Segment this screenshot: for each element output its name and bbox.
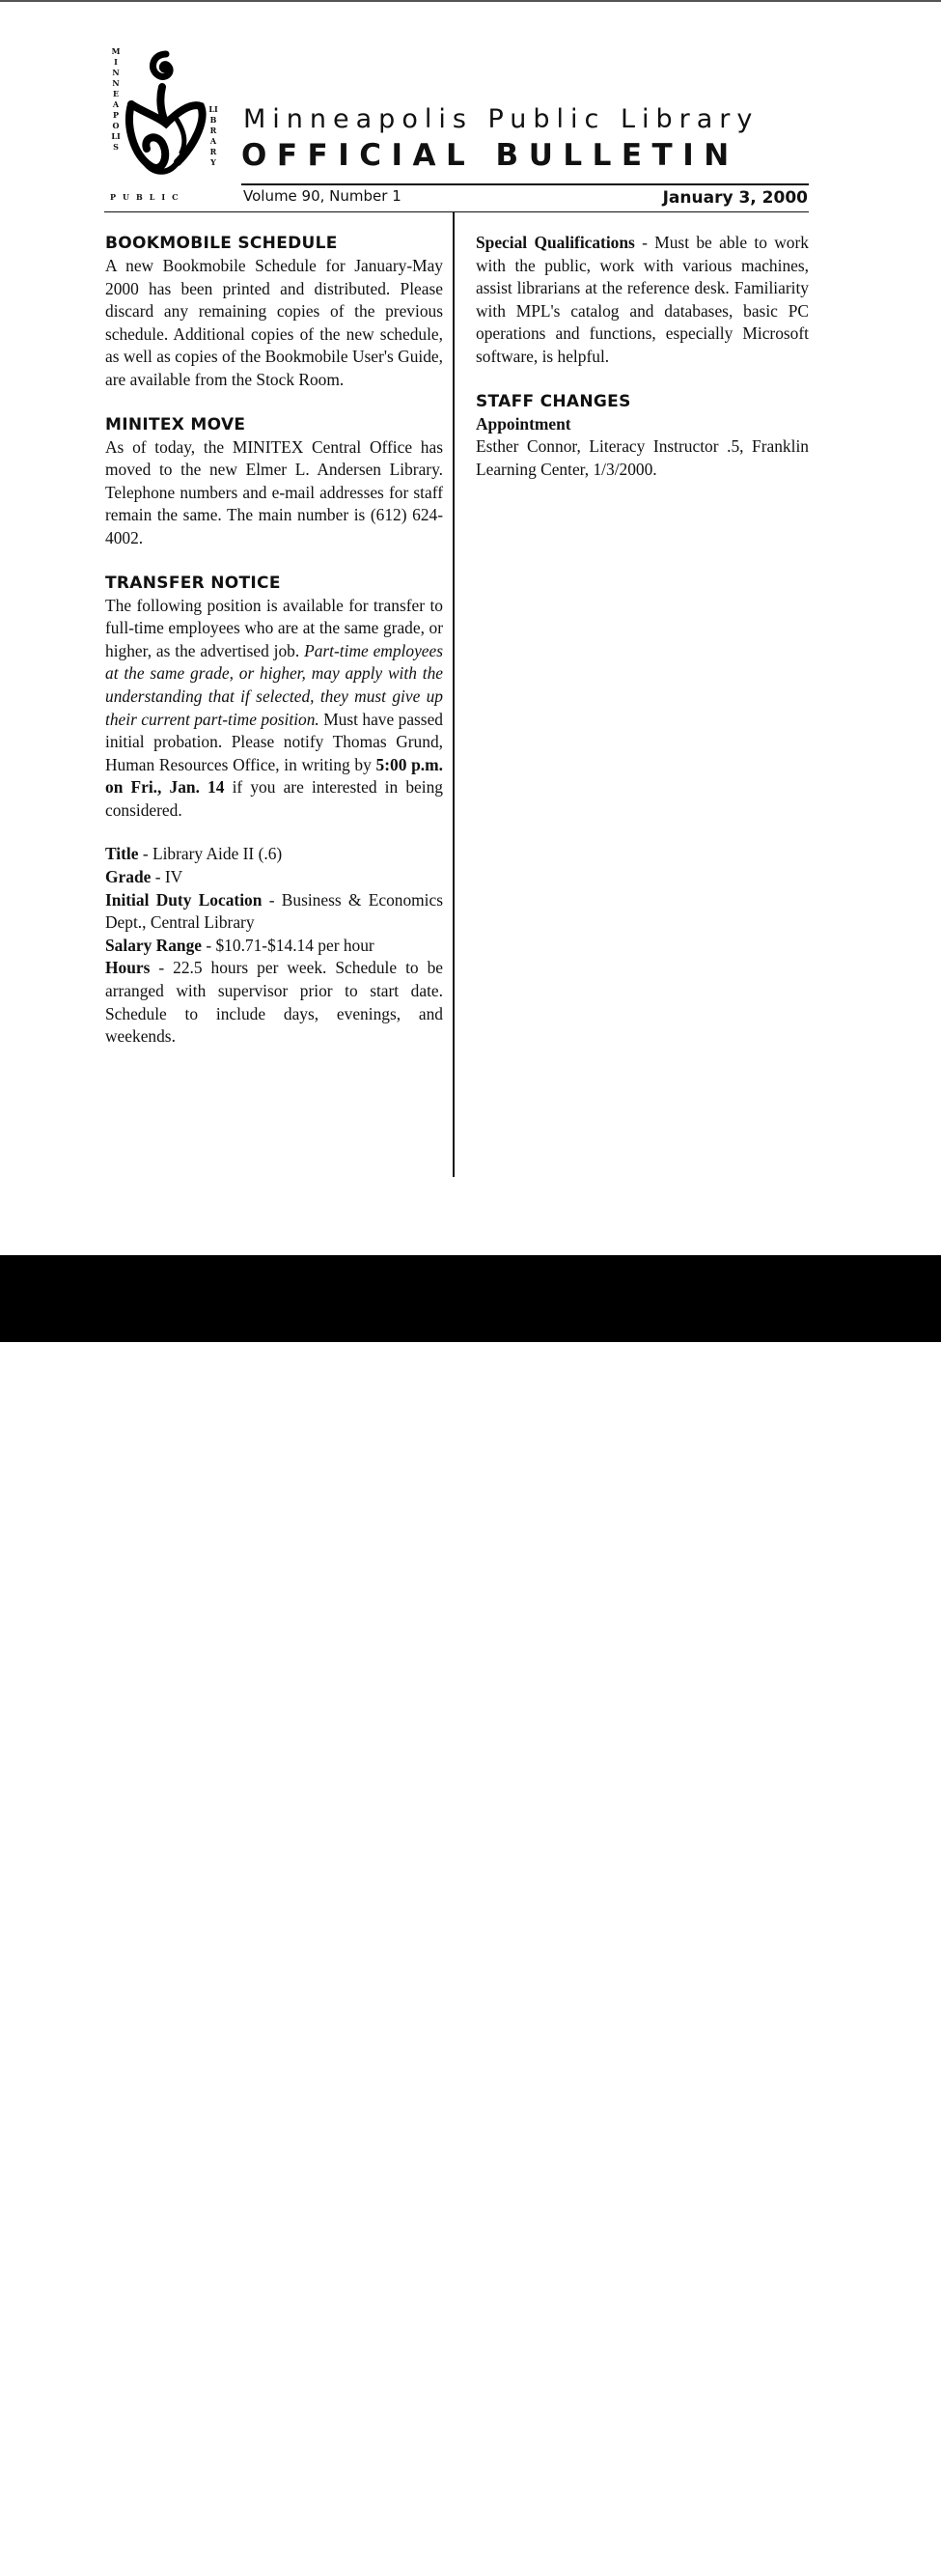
bookmobile-body: A new Bookmobile Schedule for January-May 2000 has been printed and distributed. Please discard any remaining copies of the previous schedule. Additional copies of the new schedule, as well as copies of the Bookmobile User's Guide, are available from the Stock Room. — [105, 256, 443, 389]
volume-number: Volume 90, Number 1 — [243, 187, 401, 205]
alamy-logo: alamy — [19, 2528, 135, 2575]
appointment-subheading: Appointment — [476, 413, 571, 434]
library-name: Minneapolis Public Library — [243, 104, 760, 134]
staff-changes-heading: STAFF CHANGES — [476, 391, 631, 411]
bulletin-page — [0, 0, 941, 1255]
header-rule — [104, 211, 809, 212]
scan-edge — [0, 0, 941, 2]
job-salary: Salary Range - $10.71-$14.14 per hour — [105, 935, 374, 955]
appointment-body: Esther Connor, Literacy Instructor .5, Franklin Learning Center, 1/3/2000. — [476, 436, 809, 479]
logo-vertical-left: MINNEAPOLIS — [111, 46, 121, 152]
masthead-rule — [241, 183, 809, 185]
job-grade: Grade - IV — [105, 867, 183, 887]
job-hours: Hours - 22.5 hours per week. Schedule to be arranged with supervisor prior to start date. Schedule to include days, evenings, and weekends. — [105, 958, 443, 1047]
image-id: Image ID: 3APHR8F — [784, 2532, 916, 2548]
transfer-body: The following position is available for transfer to full-time employees who are at the same grade, or higher, as the advertised job. Part-time employees at the same grade, or higher, may apply with the understanding that if selected, they must give up their current part-time position. Must have passed initial probation. Please notify Thomas Grund, Human Resources Office, in writing by 5:00 p.m. on Fri., Jan. 14 if you are interested in being considered. — [105, 595, 443, 820]
watermark-bar — [0, 1255, 941, 2575]
issue-date: January 3, 2000 — [662, 188, 808, 208]
stock-url: www.alamy.com — [812, 2555, 916, 2571]
transfer-heading: TRANSFER NOTICE — [105, 573, 281, 593]
left-column — [105, 232, 443, 1049]
special-qualifications: Special Qualifications - Must be able to work with the public, work with various machines, assist librarians at the reference desk. Familiarity with MPL's catalog and databases, basic PC operations and functions, especially Microsoft software, is helpful. — [476, 233, 809, 366]
right-column — [476, 232, 809, 481]
job-location: Initial Duty Location - Business & Economics Dept., Central Library — [105, 889, 443, 933]
bulletin-title: OFFICIAL BULLETIN — [241, 138, 739, 173]
library-logo-icon — [124, 48, 207, 183]
logo-vertical-right: LIBRARY — [208, 104, 218, 167]
job-title: Title - Library Aide II (.6) — [105, 844, 283, 864]
minitex-heading: MINITEX MOVE — [105, 414, 246, 434]
minitex-body: As of today, the MINITEX Central Office has moved to the new Elmer L. Andersen Library. Telephone numbers and e-mail addresses for staff remain the same. The main number is (612) 624-4002. — [105, 436, 443, 547]
bookmobile-heading: BOOKMOBILE SCHEDULE — [105, 234, 338, 253]
logo-public-label: PUBLIC — [110, 192, 185, 202]
column-divider — [453, 211, 455, 1177]
